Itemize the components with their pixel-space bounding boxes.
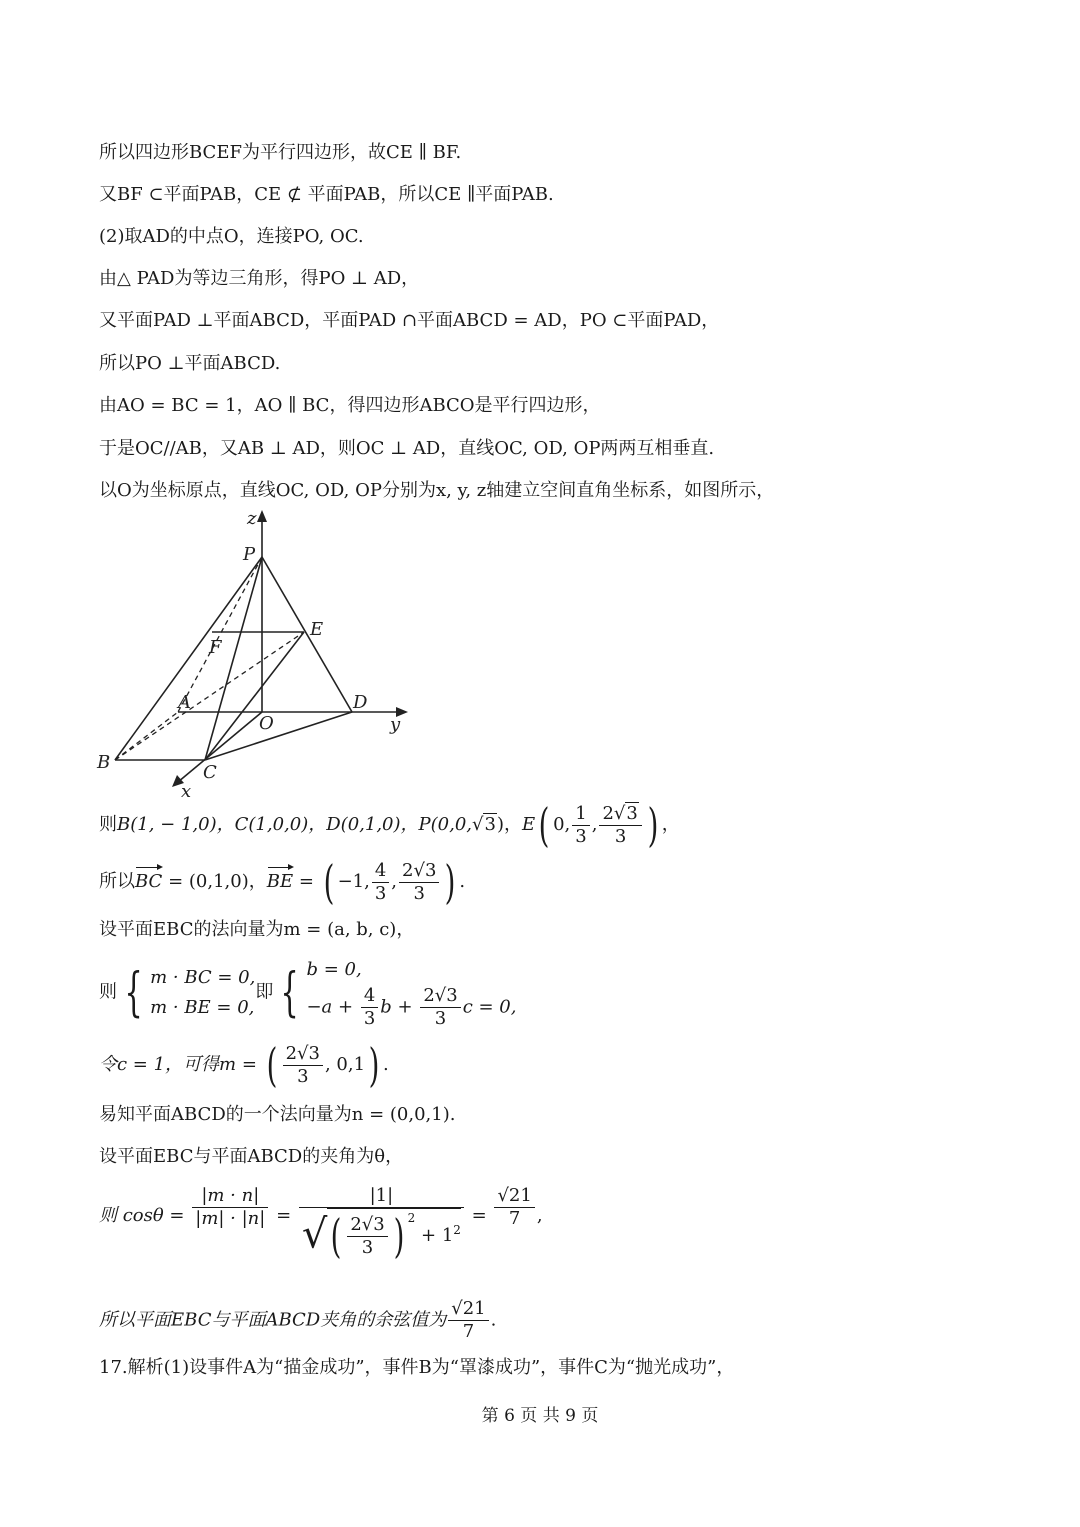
let-c-line: 令c = 1，可得m = ( $\frac{2√3}{3}$ , 0,1) . <box>99 1038 389 1092</box>
text-line-13: 设平面EBC的法向量为m = (a, b, c)， <box>99 919 415 940</box>
edge-PC <box>205 557 262 760</box>
label-A: A <box>178 692 191 713</box>
text-line-17: 设平面EBC与平面ABCD的夹角为θ， <box>99 1146 404 1167</box>
text-line-4: 由△ PAD为等边三角形，得PO ⊥ AD， <box>99 268 420 289</box>
label-E: E <box>310 619 324 640</box>
text-line-3: (2)取AD的中点O，连接PO, OC. <box>99 226 364 247</box>
text-line-1: 所以四边形BCEF为平行四边形，故CE ∥ BF. <box>99 142 462 163</box>
result-line: 所以平面EBC与平面ABCD夹角的余弦值为 $\frac{√21}{7}$ . <box>99 1298 497 1342</box>
text-line-5: 又平面PAD ⊥平面ABCD，平面PAD ∩平面ABCD = AD，PO ⊂平面PAD， <box>99 310 720 331</box>
label-C: C <box>203 762 217 783</box>
x-axis <box>178 712 262 782</box>
text-line-6: 所以PO ⊥平面ABCD. <box>99 353 281 374</box>
edge-CD <box>205 712 352 760</box>
label-O: O <box>259 713 274 734</box>
text-line-7: 由AO = BC = 1，AO ∥ BC，得四边形ABCO是平行四边形， <box>99 395 601 416</box>
cos-formula-line: 则 cosθ = $\frac{|m \cdot n|}{|m| \cdot |n|}$ = |1| √( $\frac{2√3}{3}$ ) $^2 + 1^2$ = $\frac{√21}{7}$ , <box>99 1185 543 1263</box>
label-B: B <box>97 752 111 773</box>
page-footer: 第 6 页 共 9 页 <box>481 1406 599 1426</box>
edge-BA <box>115 712 178 760</box>
text-line-8: 于是OC//AB，又AB ⊥ AD，则OC ⊥ AD，直线OC, OD, OP两两互相垂直. <box>99 438 715 459</box>
label-x: x <box>181 781 192 802</box>
label-y: y <box>390 714 401 735</box>
z-arrow-icon <box>257 510 267 522</box>
label-z: z <box>247 508 257 529</box>
label-F: F <box>209 637 222 658</box>
label-P: P <box>243 544 256 565</box>
pyramid-diagram <box>90 505 420 805</box>
coords-line: 则B(1, − 1,0)，C(1,0,0)，D(0,1,0)，P(0,0,√3)，E( 0, $\frac{1}{3}$ , $\frac{2√3}{3}$ ) ， <box>99 798 680 852</box>
text-line-16: 易知平面ABCD的一个法向量为n = (0,0,1). <box>99 1104 456 1125</box>
edge-PD <box>262 557 352 712</box>
text-line-20: 17.解析(1)设事件A为“描金成功”，事件B为“罩漆成功”，事件C为“抛光成功”， <box>99 1357 735 1378</box>
system-line: 则 { m · BC = 0, m · BE = 0, 即 { b = 0, −a + $\frac{4}{3}$ b + $\frac{2√3}{3}$ c = 0, <box>99 959 517 1029</box>
text-line-2: 又BF ⊂平面PAB，CE ⊄ 平面PAB，所以CE ∥平面PAB. <box>99 184 554 205</box>
vectors-line: 所以BC = (0,1,0)，BE = ( −1, $\frac{4}{3}$ , $\frac{2√3}{3}$ ) . <box>99 855 466 909</box>
label-D: D <box>353 692 368 713</box>
text-line-9: 以O为坐标原点，直线OC, OD, OP分别为x, y, z轴建立空间直角坐标系，如图所示， <box>99 480 775 501</box>
